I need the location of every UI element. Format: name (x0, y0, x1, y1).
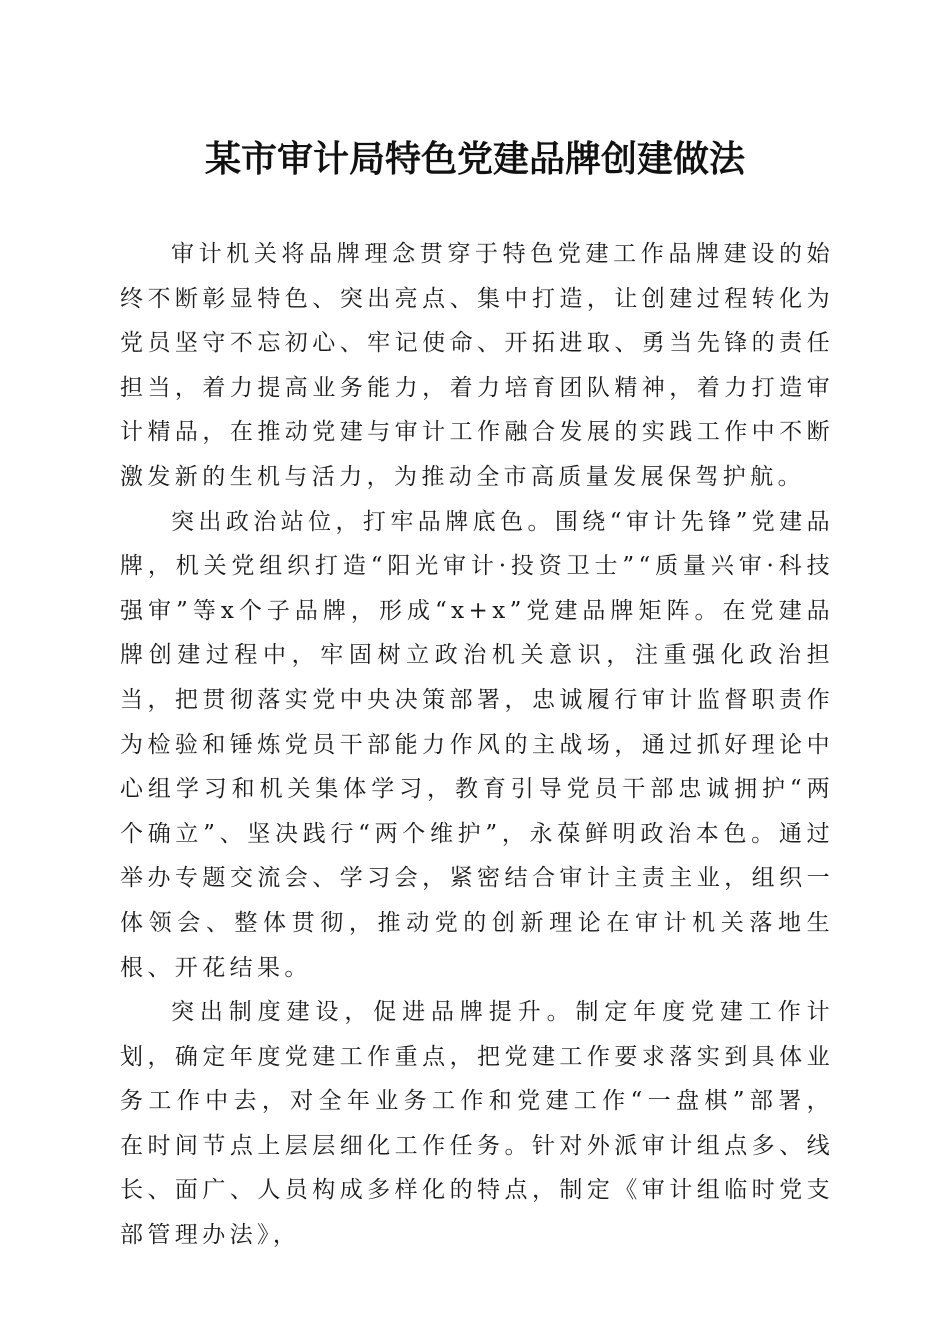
paragraph-system-building: 突出制度建设，促进品牌提升。制定年度党建工作计划，确定年度党建工作重点，把党建工作要求落实到具体业务工作中去，对全年业务工作和党建工作“一盘棋”部署，在时间节点上层层细化工作任务。针对外派审计组点多、线长、面广、人员构成多样化的特点，制定《审计组临时党支部管理办法》， (120, 999, 834, 1249)
paragraph-intro: 审计机关将品牌理念贯穿于特色党建工作品牌建设的始终不断彰显特色、突出亮点、集中打造，让创建过程转化为党员坚守不忘初心、牢记使命、开拓进取、勇当先锋的责任担当，着力提高业务能力，着力培育团队精神，着力打造审计精品，在推动党建与审计工作融合发展的实践工作中不断激发新的生机与活力，为推动全市高质量发展保驾护航。 (120, 241, 834, 490)
paragraph-political-stance: 突出政治站位，打牢品牌底色。围绕“审计先锋”党建品牌，机关党组织打造“阳光审计·投资卫士”“质量兴审·科技强审”等x个子品牌，形成“x+x”党建品牌矩阵。在党建品牌创建过程中，牢固树立政治机关意识，注重强化政治担当，把贯彻落实党中央决策部署，忠诚履行审计监督职责作为检验和锤炼党员干部能力作风的主战场，通过抓好理论中心组学习和机关集体学习，教育引导党员干部忠诚拥护“两个确立”、坚决践行“两个维护”，永葆鲜明政治本色。通过举办专题交流会、学习会，紧密结合审计主责主业，组织一体领会、整体贯彻，推动党的创新理论在审计机关落地生根、开花结果。 (120, 508, 834, 981)
document-body (120, 232, 834, 1258)
document-title: 某市审计局特色党建品牌创建做法 (204, 138, 745, 180)
